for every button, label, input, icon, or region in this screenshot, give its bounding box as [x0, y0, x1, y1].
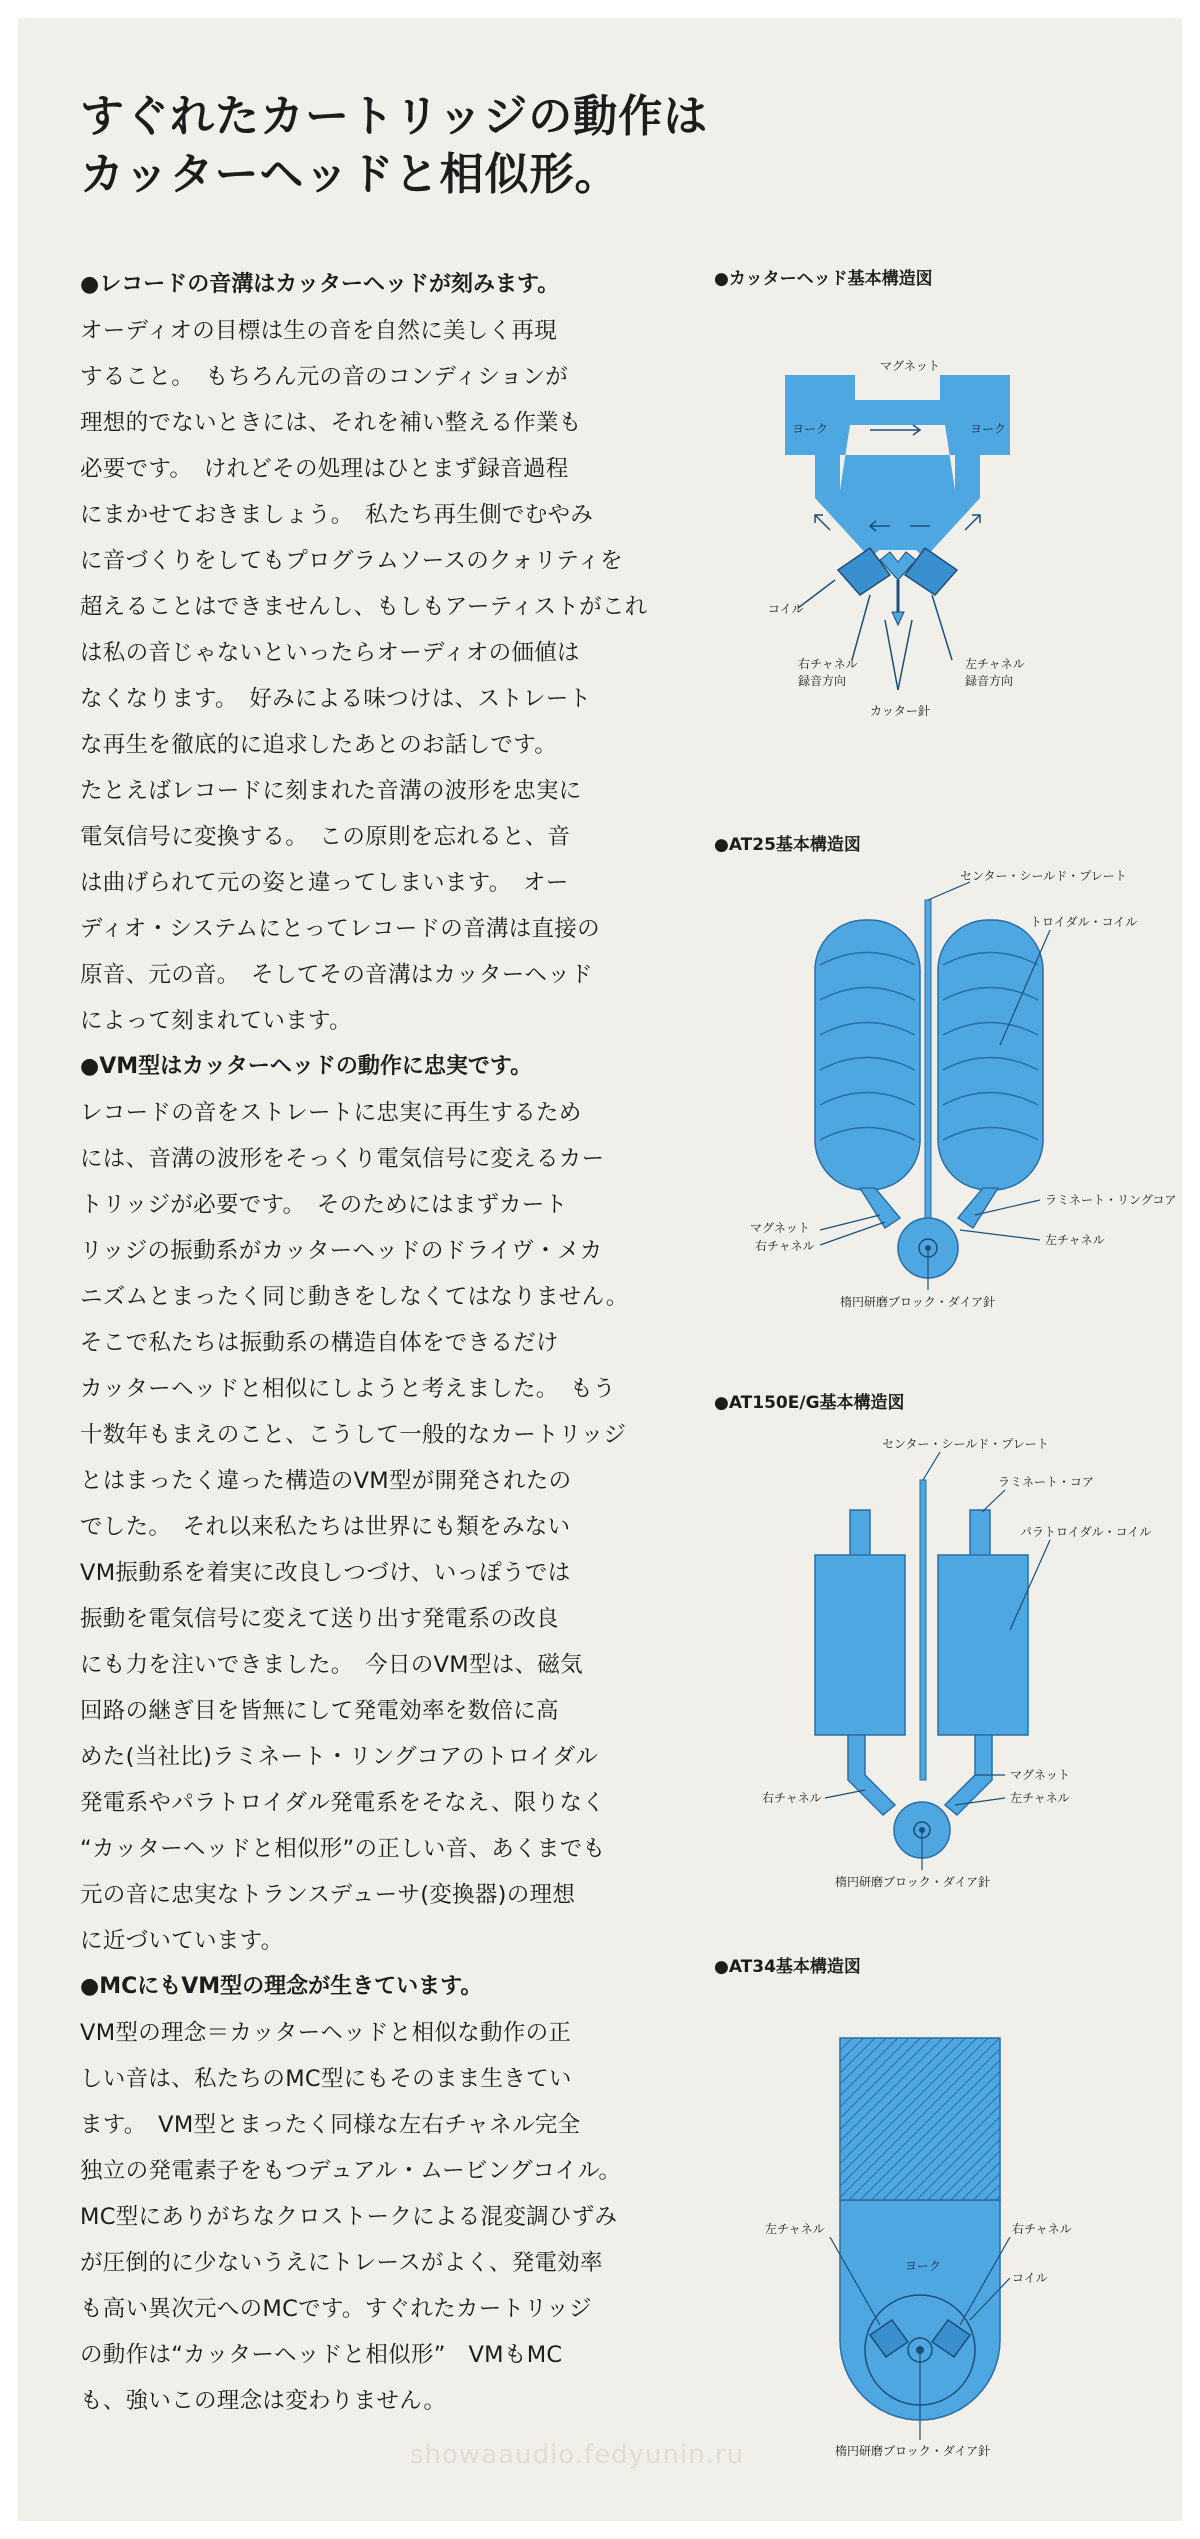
body-line: レコードの音をストレートに忠実に再生するため [80, 1100, 582, 1126]
body-line: 理想的でないときには、それを補い整える作業も [80, 410, 582, 436]
body-line: トリッジが必要です。 そのためにはまずカート [80, 1192, 568, 1218]
body-line: 回路の継ぎ目を皆無にして発電効率を数倍に高 [80, 1698, 559, 1724]
section-body-3 [80, 2010, 640, 2424]
body-line: めた(当社比)ラミネート・リングコアのトロイダル [80, 1744, 599, 1770]
body-line: 超えることはできませんし、もしもアーティストがこれ [80, 594, 648, 620]
label-magnet: マグネット [1010, 1768, 1070, 1782]
section-body-2 [80, 1090, 640, 1964]
label-right-channel: 右チャネル [755, 1239, 815, 1253]
cutter-diagram-title: ●カッターヘッド基本構造図 [714, 269, 933, 289]
body-line: も高い異次元へのMCです。すぐれたカートリッジ [80, 2296, 592, 2322]
body-line: すること。 もちろん元の音のコンディションが [80, 364, 569, 390]
body-line: によって刻まれています。 [80, 1008, 352, 1034]
body-line: そこで私たちは振動系の構造自体をできるだけ [80, 1330, 559, 1356]
watermark: showaaudio.fedyunin.ru [410, 2440, 745, 2470]
label-right-channel: 右チャネル [1012, 2222, 1072, 2236]
label-laminate-core: ラミネート・コア [998, 1475, 1095, 1489]
label-coil: コイル [1012, 2271, 1048, 2285]
body-line: な再生を徹底的に追求したあとのお話しです。 [80, 732, 558, 758]
body-line: VM型の理念＝カッターヘッドと相似な動作の正 [80, 2020, 572, 2046]
label-left-channel: 左チャネル [1045, 1233, 1105, 1247]
label-stylus: 楕円研磨ブロック・ダイア針 [835, 2444, 991, 2458]
body-line: 振動を電気信号に変えて送り出す発電系の改良 [80, 1606, 559, 1632]
label-center-plate: センター・シールド・プレート [960, 869, 1127, 883]
label-left-channel: 左チャネル [965, 657, 1025, 671]
body-line: とはまったく違った構造のVM型が開発されたの [80, 1468, 572, 1494]
body-line: ディオ・システムにとってレコードの音溝は直接の [80, 916, 600, 942]
body-line: しい音は、私たちのMC型にもそのまま生きてい [80, 2066, 572, 2092]
body-line: 元の音に忠実なトランスデューサ(変換器)の理想 [80, 1882, 576, 1908]
label-left-direction: 録音方向 [965, 674, 1014, 688]
body-line: ます。 VM型とまったく同様な左右チャネル完全 [80, 2112, 581, 2138]
at25-diagram-title: ●AT25基本構造図 [714, 835, 861, 855]
page-title [80, 88, 709, 204]
label-right-direction: 録音方向 [798, 674, 847, 688]
body-line: は私の音じゃないといったらオーディオの価値は [80, 640, 580, 666]
label-ring-core: ラミネート・リングコア [1045, 1193, 1177, 1207]
section-heading-2: ●VM型はカッターヘッドの動作に忠実です。 [80, 1054, 533, 1079]
at150-diagram-title: ●AT150E/G基本構造図 [714, 1393, 905, 1413]
body-line: 電気信号に変換する。 この原則を忘れると、音 [80, 824, 571, 850]
section-body-1 [80, 308, 648, 1044]
label-cutter-needle: カッター針 [870, 704, 930, 718]
label-yoke-right: ヨーク [970, 422, 1007, 436]
body-line: には、音溝の波形をそっくり電気信号に変えるカー [80, 1146, 605, 1172]
body-line: に音づくりをしてもプログラムソースのクォリティを [80, 548, 623, 574]
title-line-1: すぐれたカートリッジの動作は [80, 91, 709, 142]
body-line: にまかせておきましょう。 私たち再生側でむやみ [80, 502, 594, 528]
body-line: 独立の発電素子をもつデュアル・ムービングコイル。 [80, 2158, 622, 2184]
label-magnet: マグネット [750, 1221, 810, 1235]
body-line: の動作は“カッターヘッドと相似形” VMもMC [80, 2342, 563, 2368]
section-heading-1: ●レコードの音溝はカッターヘッドが刻みます。 [80, 272, 560, 297]
section-heading-3: ●MCにもVM型の理念が生きています。 [80, 1974, 483, 1999]
body-line: 原音、元の音。 そしてその音溝はカッターヘッド [80, 962, 593, 988]
label-left-channel: 左チャネル [1010, 1791, 1070, 1805]
body-line: も、強いこの理念は変わりません。 [80, 2388, 447, 2414]
body-line: にも力を注いできました。 今日のVM型は、磁気 [80, 1652, 583, 1678]
body-line: MC型にありがちなクロストークによる混変調ひずみ [80, 2204, 618, 2230]
body-line: “カッターヘッドと相似形”の正しい音、あくまでも [80, 1836, 606, 1862]
label-stylus: 楕円研磨ブロック・ダイア針 [840, 1295, 996, 1309]
label-yoke-left: ヨーク [792, 422, 829, 436]
body-line: カッターヘッドと相似にしようと考えました。 もう [80, 1376, 616, 1402]
label-stylus: 楕円研磨ブロック・ダイア針 [835, 1875, 991, 1889]
body-text-column [80, 262, 648, 2424]
label-yoke: ヨーク [905, 2259, 942, 2273]
label-right-channel: 右チャネル [762, 1791, 822, 1805]
label-coil: コイル [768, 602, 804, 616]
label-left-channel: 左チャネル [765, 2222, 825, 2236]
body-line: は曲げられて元の姿と違ってしまいます。 オー [80, 870, 569, 896]
body-line: が圧倒的に少ないうえにトレースがよく、発電効率 [80, 2250, 603, 2276]
body-line: オーディオの目標は生の音を自然に美しく再現 [80, 318, 558, 344]
label-right-channel: 右チャネル [798, 657, 858, 671]
body-line: 発電系やパラトロイダル発電系をそなえ、限りなく [80, 1790, 606, 1816]
body-line: なくなります。 好みによる味つけは、ストレート [80, 686, 592, 712]
body-line: VM振動系を着実に改良しつづけ、いっぽうでは [80, 1560, 571, 1586]
cutter-head-diagram [720, 330, 1120, 750]
body-line: 十数年もまえのこと、こうして一般的なカートリッジ [80, 1422, 627, 1448]
body-line: 必要です。 けれどその処理はひとまず録音過程 [80, 456, 569, 482]
body-line: ニズムとまったく同じ動きをしなくてはなりません。 [80, 1284, 629, 1310]
label-center-plate: センター・シールド・プレート [882, 1437, 1049, 1451]
body-line: リッジの振動系がカッターヘッドのドライヴ・メカ [80, 1238, 603, 1264]
at34-diagram [720, 2000, 1160, 2460]
body-line: に近づいています。 [80, 1928, 284, 1954]
label-magnet: マグネット [880, 359, 940, 373]
label-paratoroidal-coil: パラトロイダル・コイル [1020, 1525, 1152, 1539]
at34-diagram-title: ●AT34基本構造図 [714, 1957, 861, 1977]
title-line-2: カッターヘッドと相似形。 [80, 149, 620, 200]
label-toroidal-coil: トロイダル・コイル [1030, 915, 1138, 929]
body-line: たとえばレコードに刻まれた音溝の波形を忠実に [80, 778, 582, 804]
at25-diagram [720, 869, 1177, 1360]
body-line: でした。 それ以来私たちは世界にも類をみない [80, 1514, 571, 1540]
at150-diagram [720, 1430, 1160, 1890]
